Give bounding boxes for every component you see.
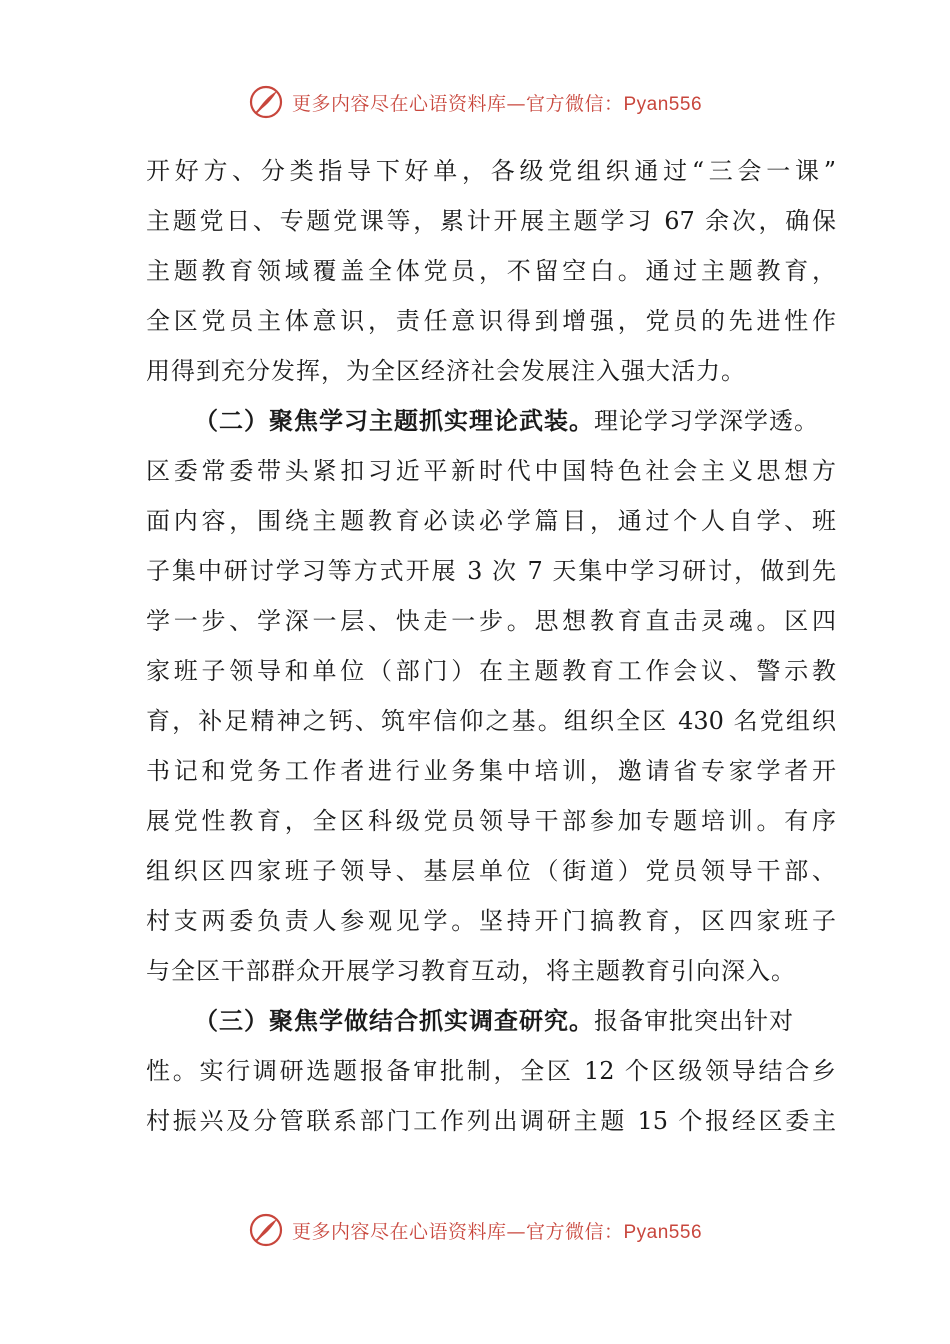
text-line: 性。实行调研选题报备审批制，全区 12 个区级领导结合乡	[146, 1057, 836, 1085]
text-line: 全区党员主体意识，责任意识得到增强，党员的先进性作	[146, 307, 836, 335]
text-line: 子集中研讨学习等方式开展 3 次 7 天集中学习研讨，做到先	[146, 557, 836, 585]
section-2-first-line-rest: 理论学习学深学透。	[594, 407, 819, 435]
footer-banner-cn: 更多内容尽在心语资料库—官方微信：	[291, 1220, 624, 1243]
text-line: 与全区干部群众开展学习教育互动，将主题教育引向深入。	[146, 957, 796, 985]
text-line: 展党性教育，全区科级党员领导干部参加专题培训。有序	[146, 807, 836, 835]
text-line: 开好方、分类指导下好单，各级党组织通过“三会一课”	[146, 157, 836, 185]
footer-banner-text	[292, 1217, 702, 1244]
quill-logo-icon	[248, 1212, 284, 1248]
text-line: 面内容，围绕主题教育必读必学篇目，通过个人自学、班	[146, 507, 836, 535]
text-line: 家班子领导和单位（部门）在主题教育工作会议、警示教	[146, 657, 836, 685]
text-line: 学一步、学深一层、快走一步。思想教育直击灵魂。区四	[146, 607, 836, 635]
text-line: 书记和党务工作者进行业务集中培训，邀请省专家学者开	[146, 757, 836, 785]
footer-banner	[0, 1210, 950, 1250]
section-3-first-line-rest: 报备审批突出针对	[594, 1007, 794, 1035]
footer-banner-wechat-id: Pyan556	[623, 1221, 703, 1243]
header-banner	[0, 82, 950, 122]
header-banner-cn: 更多内容尽在心语资料库—官方微信：	[291, 92, 624, 115]
text-line: 区委常委带头紧扣习近平新时代中国特色社会主义思想方	[146, 457, 836, 485]
text-line: 主题党日、专题党课等，累计开展主题学习 67 余次，确保	[146, 207, 836, 235]
text-line: 村振兴及分管联系部门工作列出调研主题 15 个报经区委主	[146, 1107, 836, 1135]
text-line: 村支两委负责人参观见学。坚持开门搞教育，区四家班子	[146, 907, 836, 935]
section-3-heading: （三）聚焦学做结合抓实调查研究。	[194, 1006, 594, 1035]
section-3-first-line	[146, 996, 836, 1046]
section-2-heading: （二）聚焦学习主题抓实理论武装。	[194, 406, 594, 435]
text-line: 育，补足精神之钙、筑牢信仰之基。组织全区 430 名党组织	[146, 707, 836, 735]
header-banner-wechat-id: Pyan556	[623, 93, 703, 115]
header-banner-text	[292, 89, 702, 116]
section-2-first-line	[146, 396, 836, 446]
quill-logo-icon	[248, 84, 284, 120]
text-line: 主题教育领域覆盖全体党员，不留空白。通过主题教育，	[146, 257, 836, 285]
document-body	[146, 146, 836, 1146]
text-line: 用得到充分发挥，为全区经济社会发展注入强大活力。	[146, 357, 746, 385]
text-line: 组织区四家班子领导、基层单位（街道）党员领导干部、	[146, 857, 836, 885]
